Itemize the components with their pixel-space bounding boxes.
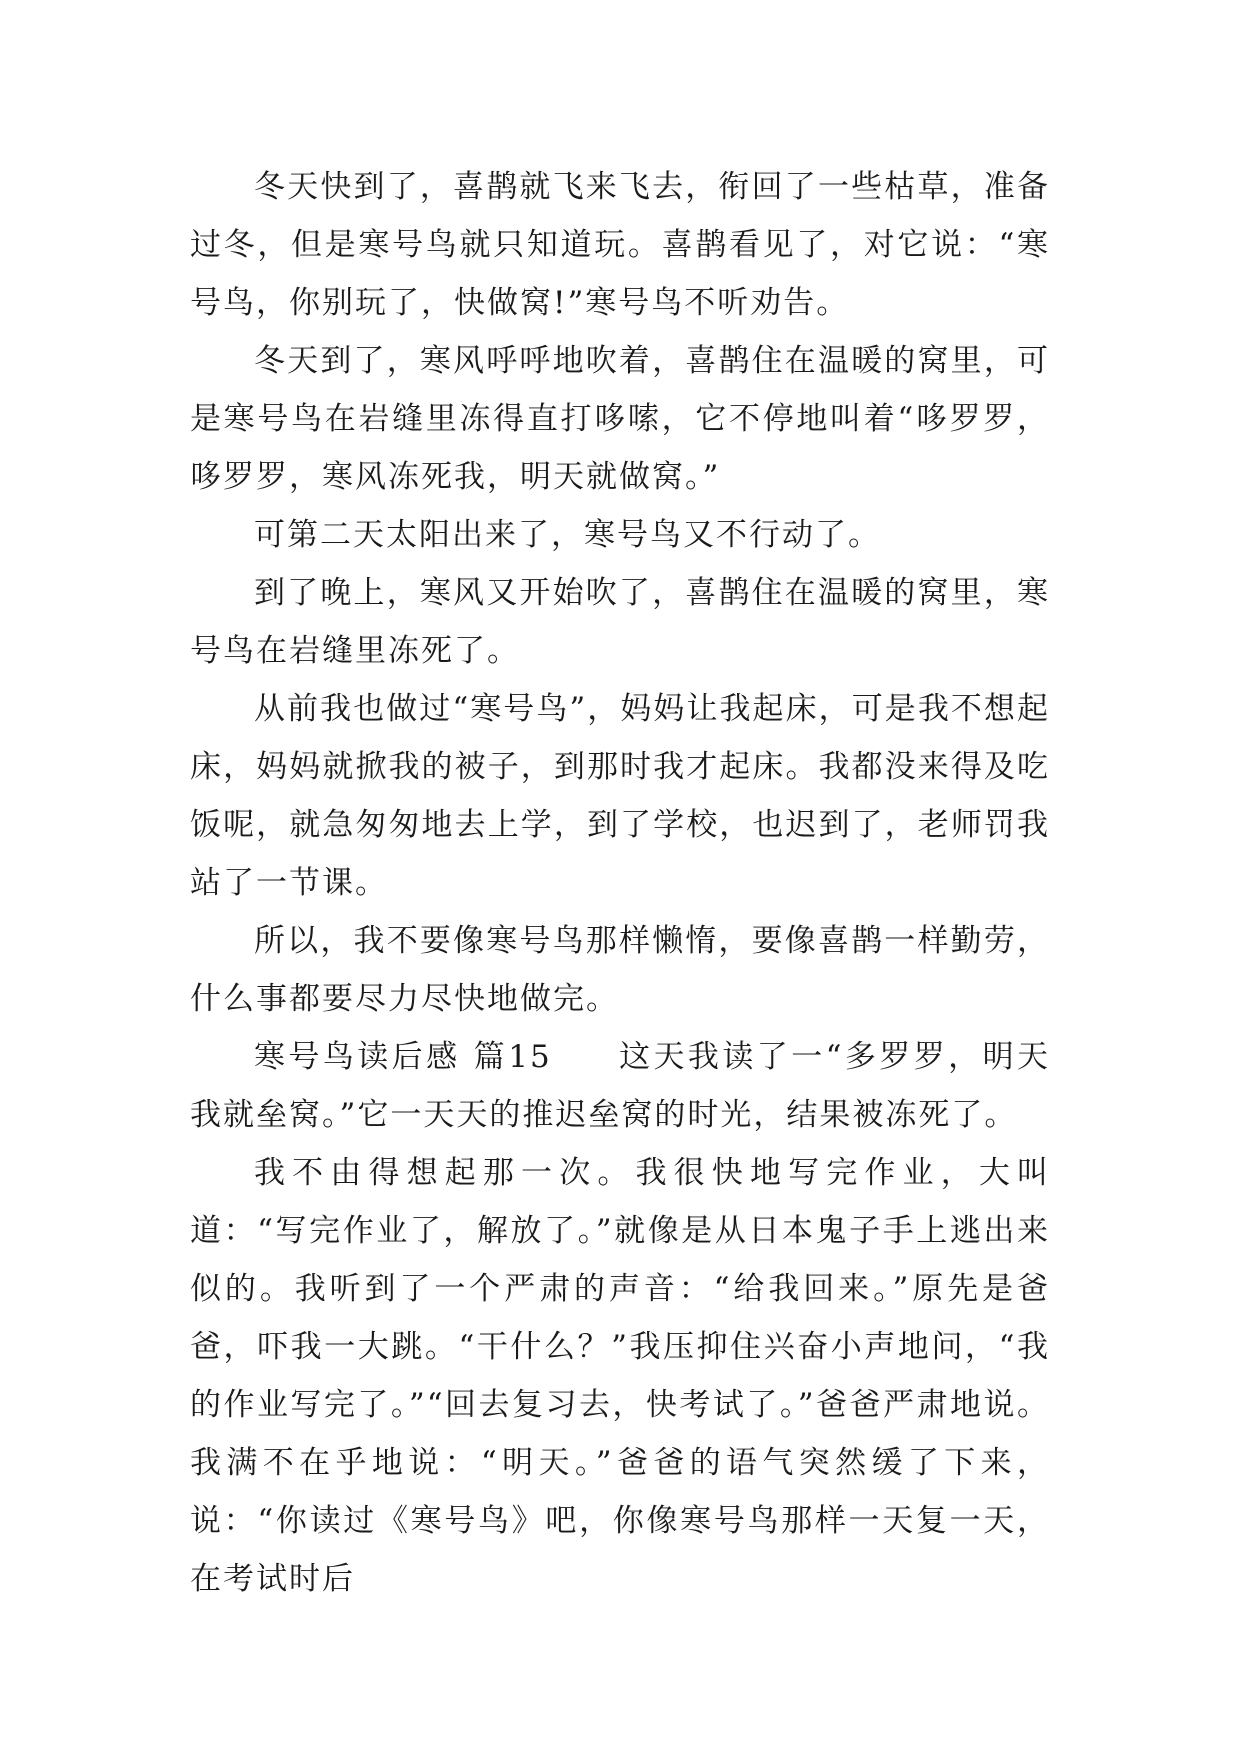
paragraph: 可第二天太阳出来了，寒号鸟又不行动了。 [254, 517, 881, 553]
document-body [190, 158, 1050, 1608]
paragraph: 冬天到了，寒风呼呼地吹着，喜鹊住在温暖的窝里，可是寒号鸟在岩缝里冻得直打哆嗦，它不停地叫着“哆罗罗，哆罗罗，寒风冻死我，明天就做窝。” [190, 343, 1050, 495]
paragraph: 从前我也做过“寒号鸟”，妈妈让我起床，可是我不想起床，妈妈就掀我的被子，到那时我才起床。我都没来得及吃饭呢，就急匆匆地去上学，到了学校，也迟到了，老师罚我站了一节课。 [190, 691, 1050, 901]
section-paragraph [190, 1028, 1050, 1144]
paragraph: 到了晚上，寒风又开始吹了，喜鹊住在温暖的窝里，寒号鸟在岩缝里冻死了。 [190, 575, 1050, 669]
section-first-text: 这天我读了一“多罗罗，明天我就垒窝。”它一天天的推迟垒窝的时光，结果被冻死了。 [190, 1039, 1050, 1133]
section-heading: 寒号鸟读后感 篇15 [254, 1039, 552, 1075]
paragraph: 冬天快到了，喜鹊就飞来飞去，衔回了一些枯草，准备过冬，但是寒号鸟就只知道玩。喜鹊看见了，对它说：“寒号鸟，你别玩了，快做窝!”寒号鸟不听劝告。 [190, 169, 1050, 321]
paragraph: 所以，我不要像寒号鸟那样懒惰，要像喜鹊一样勤劳，什么事都要尽力尽快地做完。 [190, 923, 1050, 1017]
paragraph: 我不由得想起那一次。我很快地写完作业，大叫道：“写完作业了，解放了。”就像是从日本鬼子手上逃出来似的。我听到了一个严肃的声音：“给我回来。”原先是爸爸，吓我一大跳。“干什么？”我压抑住兴奋小声地问，“我的作业写完了。”“回去复习去，快考试了。”爸爸严肃地说。我满不在乎地说：“明天。”爸爸的语气突然缓了下来，说：“你读过《寒号鸟》吧，你像寒号鸟那样一天复一天，在考试时后 [190, 1155, 1050, 1597]
